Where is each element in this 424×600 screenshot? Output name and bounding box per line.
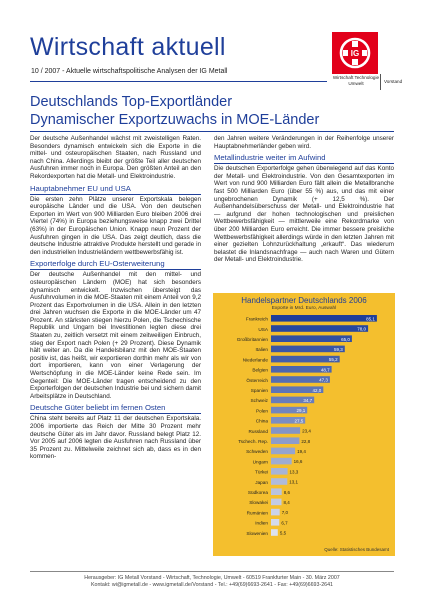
category-label-russland: Russland [248, 428, 268, 434]
bar-japan [271, 478, 287, 485]
igmetall-logo [332, 32, 378, 74]
headline-line1: Deutschlands Top-Exportländer [30, 94, 233, 110]
headline-line2: Dynamischer Exportzuwachs in MOE-Länder [30, 112, 320, 128]
category-label-usa: USA [258, 326, 268, 332]
export-chart [213, 293, 395, 556]
category-label-t-rkei: Türkei [254, 469, 268, 475]
bar-tschech-rep- [271, 437, 299, 444]
value-label-t-rkei: 13,3 [289, 469, 299, 475]
value-label-niederlande: 55,2 [328, 357, 338, 363]
continued-paragraph: den Jahren weitere Veränderungen in der Reihenfolge unserer Hauptabnehmerländer geben wird. [214, 135, 394, 150]
chart-unit-label: Exporte in Mrd. Euro, Auswahl [271, 306, 337, 311]
category-label-tschech-rep-: Tschech. Rep. [238, 439, 268, 444]
igmetall-logo-icon [335, 34, 375, 72]
category-label-s-dkorea: Südkorea [247, 490, 268, 495]
value-label-slowakei: 8,4 [283, 500, 290, 505]
value-label-tschech-rep-: 22,8 [301, 438, 311, 444]
value-label-russland: 23,4 [302, 428, 311, 434]
category-label-italien: Italien [255, 347, 268, 353]
bar-russland [271, 427, 300, 434]
category-label-polen: Polen [256, 408, 268, 414]
bar-rum-nien [271, 509, 280, 516]
headline-rule [30, 131, 394, 132]
chart-plot-area [213, 293, 395, 556]
value-label-indien: 6,7 [281, 520, 288, 526]
right-column [214, 135, 394, 266]
value-label-china: 27,5 [294, 418, 304, 424]
category-label--sterreich: Österreich [246, 377, 268, 383]
footer-line1: Herausgeber: IG Metall Vorstand - Wirtschaft, Technologie, Umwelt - 60519 Frankfurter Main - 30. März 2007 [84, 575, 340, 581]
logo-dept-text: Vorstand [384, 79, 403, 84]
logo-org-text: Wirtschaft Technologie Umwelt [332, 75, 380, 86]
value-label-rum-nien: 7,0 [281, 510, 288, 516]
bar-indien [271, 519, 279, 526]
bar-schweden [271, 448, 295, 455]
category-label-indien: Indien [255, 520, 268, 526]
category-label-niederlande: Niederlande [242, 357, 268, 363]
intro-paragraph: Der deutsche Außenhandel wächst mit zweistelligen Raten. Besonders dynamisch entwickeln sich die Exporte in die mittel- und osteuropäischen Staaten, nach Russland und nach China. Allerdings bleibt der größte Teil aller deutschen Ausfuhren immer noch in Europa. Den größten Anteil an den Rekordexporten hat die Metall- und Elektroindustrie. [30, 135, 201, 180]
metallindustrie-paragraph: Die deutschen Exporterfolge gehen überwiegend auf das Konto der Metall- und Elektroindustrie. Von den Gesamtexporten im Wert von rund 900 Milliarden Euro fällt allein die Metallbranche fast 500 Milliarden Euro (über 55 %) aus, und das mit einer ungebrochenen Dynamik (+ 12,5 %). Der Außenhandelsüberschuss der Metall- und Elektroindustrie hat — aufgrund der hohen technologischen und preislichen Wettbewerbsfähigkeit — mittlerweile eine Rekordmarke von über 200 Milliarden Euro erreicht. Die immer bessere preisliche Wettbewerbsfähigkeit allerdings würde in den letzten Jahren mit einer gezielten Lohnzurückhaltung „erkauft“. Das wiederum belastet die Inlandsnachfrage — auch nach Waren und Gütern der Metall- und Elektroindustrie. [214, 165, 394, 264]
value-label-japan: 13,1 [289, 479, 299, 485]
section-heading-metallindustrie: Metallindustrie weiter im Aufwind [214, 153, 394, 164]
footer-rule [30, 571, 394, 572]
category-label-schweiz: Schweiz [250, 398, 268, 404]
value-label-schweiz: 34,7 [303, 398, 313, 403]
bar-t-rkei [271, 468, 288, 475]
section-heading-eu-osterweiterung: Exporterfolge durch EU-Osterweiterung [30, 259, 201, 270]
category-label-gro-britannien: Großbritannien [236, 337, 268, 342]
category-label-spanien: Spanien [250, 388, 268, 393]
bar-usa [271, 325, 368, 332]
value-label-ungarn: 16,6 [293, 459, 303, 465]
value-label-frankreich: 85,1 [366, 316, 375, 322]
value-label-belgien: 48,7 [320, 367, 330, 373]
category-label-ungarn: Ungarn [252, 459, 268, 465]
value-label-gro-britannien: 65,0 [341, 336, 350, 342]
category-label-japan: Japan [255, 479, 268, 485]
bar-frankreich [271, 315, 377, 322]
ferner-osten-paragraph: China steht bereits auf Platz 11 der deutschen Exportskala. 2006 importierte das Reich der Mitte 30 Prozent mehr deutsche Güter als im Jahr davor. Russland belegt Platz 12. Vor 2005 auf 2006 legten die Ausfuhren nach Russland über 35 Prozent zu. Mittelweile zeichnet sich ab, dass es in den kommen- [30, 415, 201, 461]
value-label--sterreich: 47,3 [319, 377, 328, 383]
rule-top [30, 81, 327, 82]
eu-usa-paragraph: Die ersten zehn Plätze unserer Exportskala belegen europäische Länder und die USA. Von den deutschen Exporten im Wert von 900 Milliarden Euro bleiben 2006 drei Viertel (74%) in Europa beziehungsweise knapp zwei Drittel (63%) in der Europäischen Union. Knapp neun Prozent der Ausfuhren gingen in die USA. Das zeigt deutlich, dass die deutsche Industrie attraktive Produkte herstellt und gerade in den industriellen Industrieländern wettbewerbsfähig ist. [30, 195, 201, 256]
bar-ungarn [271, 458, 292, 465]
footer-line2: Kontakt: wi@igmetall.de - www.igmetall.de/Vorstand - Tel.: +49(69)6693-2641 - Fax: +49(69)6693-2641 [90, 582, 333, 588]
bar-slowenien [271, 529, 278, 536]
masthead-subtitle: 10 / 2007 - Aktuelle wirtschaftspolitische Analysen der IG Metall [31, 68, 228, 75]
value-label-schweden: 19,4 [297, 449, 306, 454]
value-label-usa: 78,0 [357, 326, 367, 332]
chart-source: Quelle: Statistisches Bundesamt [324, 547, 389, 552]
bar-s-dkorea [271, 488, 282, 495]
logo-lettering: IG [350, 49, 360, 58]
eu-osterweiterung-paragraph: Der deutsche Außenhandel mit den mittel- und osteuropäischen Ländern (MOE) hat sich besonders dynamisch entwickelt. Inzwischen übersteigt das Ausfuhrvolumen in die MOE-Staaten mit einem Anteil von 9,2 Prozent das Exportvolumen in die USA. Allein in den letzten drei Jahren wuchsen die Exporte in die MOE-Länder um 47 Prozent. An stärksten stiegen hierzu Polen, die Tschechische Republik und Ungarn bei Investitionen legten diese drei Staaten zu, zeitlich versetzt mit einem zeitweiligen Einbruch, stieg der Export nach Polen (+ 29 Prozent). Diese Dynamik hält weiter an. Da die Handelsbilanz mit den MOE-Staaten positiv ist, das heißt, wir exportieren dorthin mehr als wir von dort importieren, kann von einer Verlagerung der Wertschöpfung in die MOE-Länder keine Rede sein. Im Gegenteil: Die MOE-Länder tragen entscheidend zu den Exporterfolgen der deutschen Industrie bei und sichern damit Arbeitsplätze in Deutschland. [30, 271, 201, 400]
bar-gro-britannien [271, 335, 352, 342]
value-label-italien: 59,3 [334, 347, 343, 352]
left-column [30, 135, 201, 463]
value-label-spanien: 42,0 [312, 387, 322, 393]
category-label-china: China [255, 418, 268, 424]
value-label-slowenien: 5,5 [279, 530, 287, 536]
value-label-polen: 29,1 [296, 408, 306, 414]
section-heading-ferner-osten: Deutsche Güter beliebt im fernen Osten [30, 403, 201, 414]
section-heading-eu-usa: Hauptabnehmer EU und USA [30, 184, 201, 195]
bar-slowakei [271, 499, 282, 506]
chart-title: Handelspartner Deutschlands 2006 [241, 296, 367, 305]
logo-separator [380, 74, 381, 90]
category-label-rum-nien: Rumänien [246, 510, 268, 516]
footer [30, 575, 394, 589]
category-label-schweden: Schweden [246, 449, 268, 455]
value-label-s-dkorea: 8,6 [283, 489, 290, 495]
category-label-slowenien: Slowenien [246, 530, 268, 536]
category-label-belgien: Belgien [252, 367, 268, 373]
masthead-title: Wirtschaft aktuell [30, 33, 226, 61]
category-label-frankreich: Frankreich [245, 316, 268, 322]
category-label-slowakei: Slowakei [249, 500, 268, 506]
